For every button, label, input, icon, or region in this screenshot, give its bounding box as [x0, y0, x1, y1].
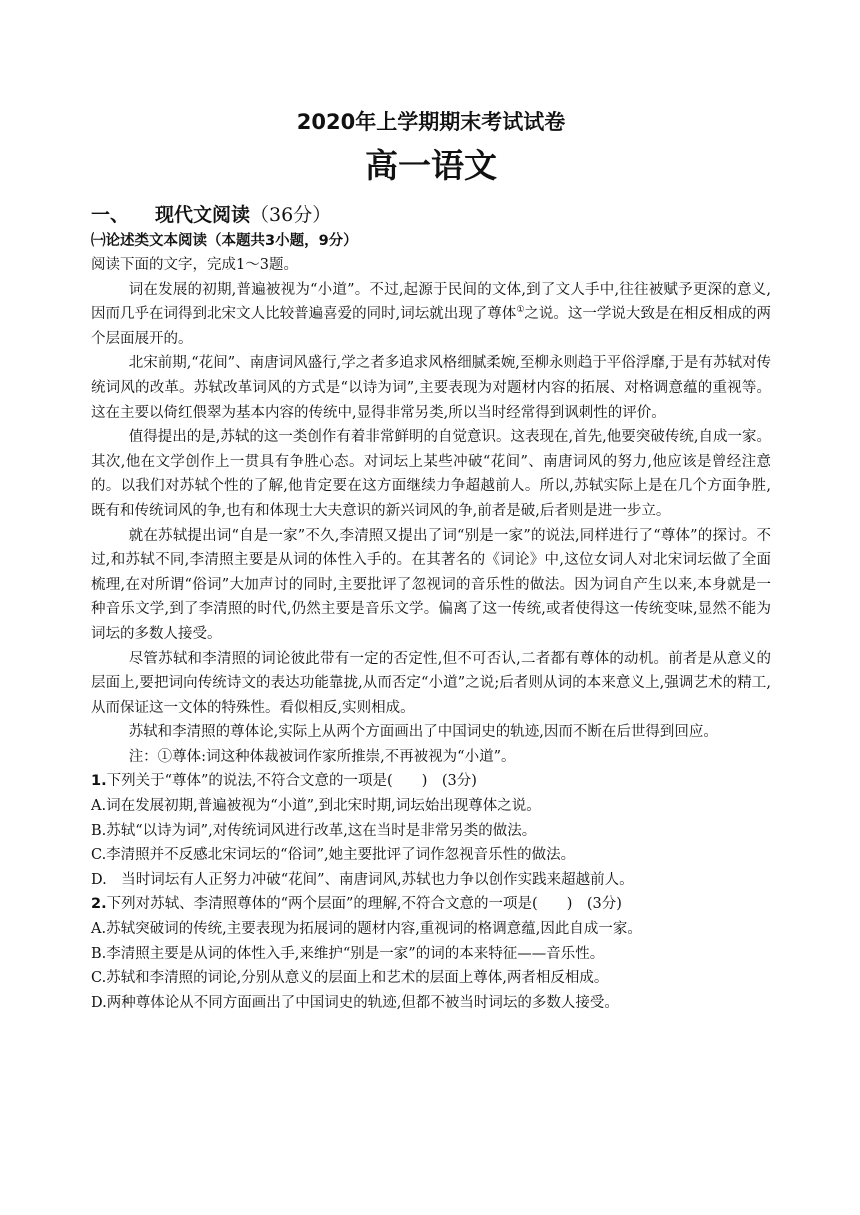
- reading-instruction: 阅读下面的文字，完成1～3题。: [91, 257, 298, 273]
- question-1-option-b: B.苏轼“以诗为词”,对传统词风进行改革,这在当时是非常另类的做法。: [91, 822, 537, 839]
- question-1-option-d: D. 当时词坛有人正努力冲破“花间”、南唐词风,苏轼也力争以创作实践来超越前人。: [91, 871, 634, 888]
- question-number: 2.: [91, 896, 107, 913]
- section-score: （36分）: [250, 204, 332, 226]
- question-stem: 下列对苏轼、李清照尊体的“两个层面”的理解,不符合文意的一项是( ) (3分): [106, 896, 622, 913]
- question-2: [91, 892, 771, 917]
- question-2-option-c: C.苏轼和李清照的词论,分别从意义的层面上和艺术的层面上尊体,两者相反相成。: [91, 970, 609, 987]
- exam-title: 2020年上学期期末考试试卷: [296, 110, 566, 134]
- question-2-option-b: B.李清照主要是从词的体性入手,来维护“别是一家”的词的本来特征——音乐性。: [91, 945, 605, 962]
- question-2-option-a: A.苏轼突破词的传统,主要表现为拓展词的题材内容,重视词的格调意蕴,因此自成一家。: [91, 921, 642, 938]
- passage-paragraph-3: 值得提出的是,苏轼的这一类创作有着非常鲜明的自觉意识。这表现在,首先,他要突破传统,自成一家。其次,他在文学创作上一贯具有争胜心态。对词坛上某些冲破“花间”、南唐词风的努力,他应该是曾经注意的。以我们对苏轼个性的了解,他肯定要在这方面继续力争超越前人。所以,苏轼实际上是在几个方面争胜,既有和传统词风的争,也有和体现士大夫意识的新兴词风的争,前者是破,后者则是进一步立。: [91, 429, 771, 519]
- footnote: 注：①尊体:词这种体裁被词作家所推崇,不再被视为“小道”。: [128, 748, 516, 765]
- footnote-mark: ①: [516, 305, 525, 316]
- question-stem: 下列关于“尊体”的说法,不符合文意的一项是( ) (3分): [106, 773, 477, 790]
- passage-paragraph-1-text: 词在发展的初期,普遍被视为“小道”。不过,起源于民间的文体,到了文人手中,往往被赋予更深的意义,因而几乎在词得到北宋文人比较普遍喜爱的同时,词坛就出现了尊体: [91, 281, 771, 323]
- passage-paragraph-5: 尽管苏轼和李清照的词论彼此带有一定的否定性,但不可否认,二者都有尊体的动机。前者是从意义的层面上,要把词向传统诗文的表达功能靠拢,从而否定“小道”之说;后者则从词的本来意义上,强调艺术的精工,从而保证这一文体的特殊性。看似相反,实则相成。: [91, 650, 771, 716]
- subject-title: 高一语文: [365, 146, 497, 185]
- question-1: [91, 769, 771, 794]
- section-number: 一、: [91, 204, 130, 226]
- section-heading: [91, 200, 771, 230]
- section-name: 现代文阅读: [155, 204, 251, 226]
- passage-paragraph-2: 北宋前期,“花间”、南唐词风盛行,学之者多追求风格细腻柔婉,至柳永则趋于平俗浮靡,于是有苏轼对传统词风的改革。苏轼改革词风的方式是“以诗为词”,主要表现为对题材内容的拓展、对格调意蕴的重视等。这在主要以倚红偎翠为基本内容的传统中,显得非常另类,所以当时经常得到讽刺性的评价。: [91, 355, 771, 421]
- passage-paragraph-1: [91, 278, 771, 352]
- passage-paragraph-6: 苏轼和李清照的尊体论,实际上从两个方面画出了中国词史的轨迹,因而不断在后世得到回应。: [128, 724, 718, 741]
- exam-page: [91, 104, 771, 1015]
- passage-paragraph-1-tail: 之说。这一学说大致是在相反相成的两个层面展开的。: [91, 306, 771, 347]
- question-2-option-d: D.两种尊体论从不同方面画出了中国词史的轨迹,但都不被当时词坛的多数人接受。: [91, 994, 619, 1011]
- question-1-option-a: A.词在发展初期,普遍被视为“小道”,到北宋时期,词坛始出现尊体之说。: [91, 798, 541, 815]
- passage-paragraph-4: 就在苏轼提出词“自是一家”不久,李清照又提出了词“别是一家”的说法,同样进行了“尊体”的探讨。不过,和苏轼不同,李清照主要是从词的体性入手的。在其著名的《词论》中,这位女词人对北宋词坛做了全面梳理,在对所谓“俗词”大加声讨的同时,主要批评了忽视词的音乐性的做法。因为词自产生以来,本身就是一种音乐文学,到了李清照的时代,仍然主要是音乐文学。偏离了这一传统,或者使得这一传统变味,显然不能为词坛的多数人接受。: [91, 527, 771, 642]
- question-number: 1.: [91, 773, 107, 790]
- question-1-option-c: C.李清照并不反感北宋词坛的“俗词”,她主要批评了词作忽视音乐性的做法。: [91, 847, 576, 864]
- subsection-heading: ㈠论述类文本阅读（本题共3小题，9分）: [91, 233, 358, 249]
